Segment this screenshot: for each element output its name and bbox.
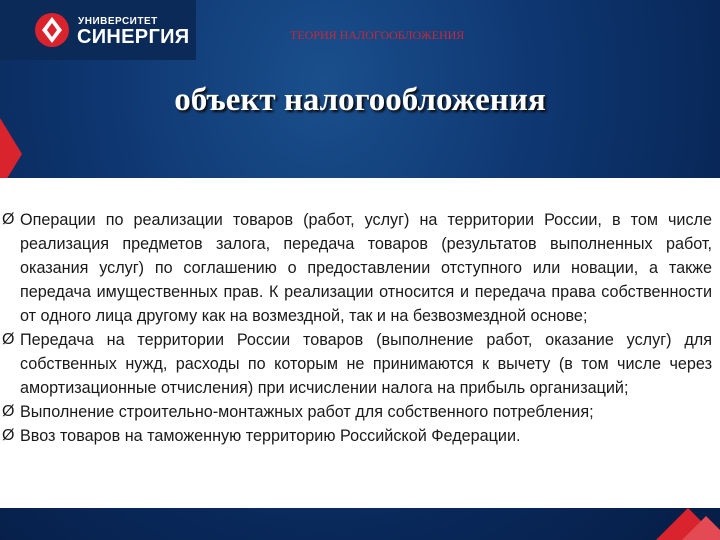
list-item-text: Передача на территории России товаров (выполнение работ, оказание услуг) для собственных нужд, расходы по которым не принимаются к вычету (в том числе через амортизационные отчисления) при исчислении налога на прибыль организаций;	[20, 331, 712, 397]
list-item-text: Операции по реализации товаров (работ, услуг) на территории России, в том числе реализация предметов залога, передача товаров (результатов выполненных работ, оказания услуг) по соглашению о предоставлении отступного или новации, а также передача имущественных прав. К реализации относится и передача права собственности от одного лица другому как на возмездной, так и на безвозмездной основе;	[20, 211, 712, 325]
list-item	[0, 400, 712, 424]
university-logo	[0, 0, 196, 60]
list-item-text: Выполнение строительно-монтажных работ для собственного потребления;	[20, 403, 594, 421]
content-panel	[0, 178, 720, 508]
arrow-bullet-icon: Ø	[2, 211, 15, 228]
bullet-list	[0, 208, 712, 448]
slide-title: объект налогообложения	[174, 82, 546, 118]
arrow-bullet-icon: Ø	[2, 331, 15, 348]
list-item	[0, 208, 712, 328]
list-item-text: Ввоз товаров на таможенную территорию Российской Федерации.	[20, 427, 521, 445]
arrow-bullet-icon: Ø	[2, 427, 15, 444]
list-item	[0, 328, 712, 400]
synergy-emblem-icon	[34, 12, 70, 48]
list-item	[0, 424, 712, 448]
logo-subtitle: УНИВЕРСИТЕТ	[78, 16, 158, 27]
logo-title: СИНЕРГИЯ	[77, 26, 190, 48]
decorative-red-corner	[636, 486, 720, 540]
arrow-bullet-icon: Ø	[2, 403, 15, 420]
section-label: ТЕОРИЯ НАЛОГООБЛОЖЕНИЯ	[290, 28, 465, 42]
